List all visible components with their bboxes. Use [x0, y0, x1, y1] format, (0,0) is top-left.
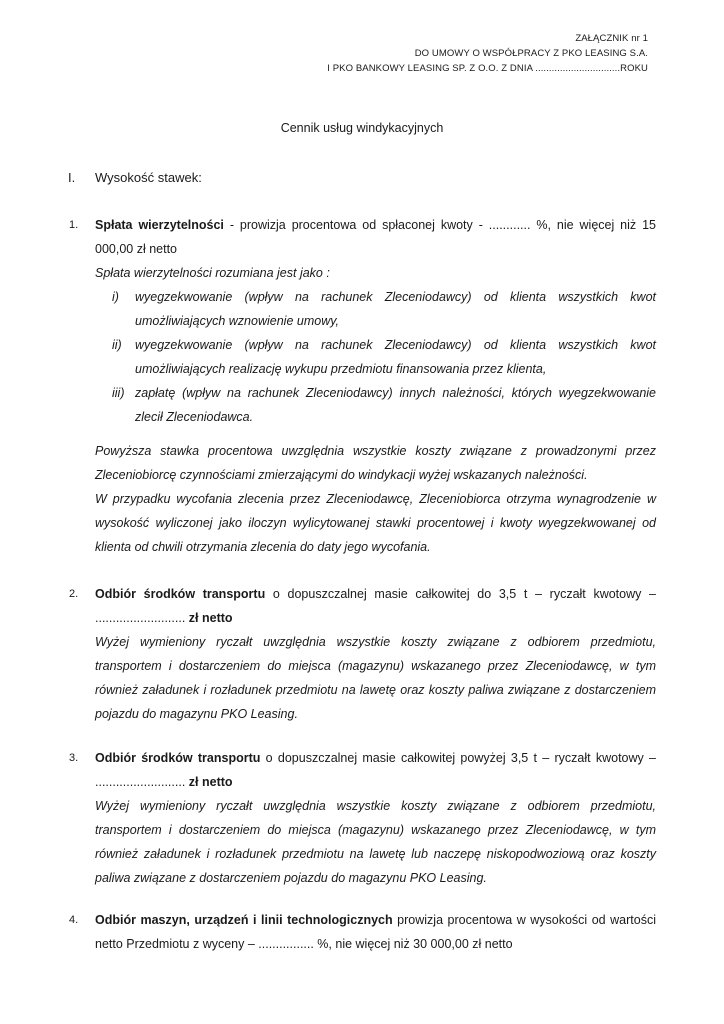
- sub-list-item: [95, 381, 656, 429]
- sub-list-mark: ii): [112, 338, 122, 352]
- item-text: prowizja procentowa w wysokości od wartości netto Przedmiotu z wyceny – ................ %, nie więcej niż 30 000,00 zł netto: [95, 913, 656, 951]
- item-bold-label: Odbiór środków transportu: [95, 587, 266, 601]
- document-title: Cennik usług windykacyjnych: [280, 121, 444, 135]
- item-paragraph: Wyżej wymieniony ryczałt uwzględnia wszystkie koszty związane z odbiorem przedmiotu, transportem i dostarczeniem do miejsca (magazynu) wskazanego przez Zleceniodawcę, w tym również załadunek i rozładunek przedmiotu na lawetę oraz koszty paliwa związane z dostarczeniem pojazdu do magazynu PKO Leasing.: [95, 635, 656, 721]
- list-item: [69, 908, 656, 956]
- item-lead: [95, 908, 656, 956]
- item-intro: Spłata wierzytelności rozumiana jest jako :: [95, 266, 330, 280]
- item-number: 4.: [69, 914, 79, 926]
- item-bold-suffix: zł netto: [188, 775, 233, 789]
- item-paragraph: W przypadku wycofania zlecenia przez Zleceniodawcę, Zleceniobiorca otrzyma wynagrodzenie w wysokość wyliczonej jako iloczyn wylicytowanej stawki procentowej i kwoty wyegzekwowanej od klienta od chwili otrzymania zlecenia do daty jego wycofania.: [95, 492, 656, 554]
- item-text: o dopuszczalnej masie całkowitej do 3,5 t – ryczałt kwotowy – ..........................: [95, 587, 657, 625]
- sub-list-text: wyegzekwowanie (wpływ na rachunek Zleceniodawcy) od klienta wszystkich kwot umożliwiających wznowienie umowy,: [135, 290, 656, 328]
- sub-list-item: [95, 285, 656, 333]
- section-label: Wysokość stawek:: [95, 170, 202, 185]
- sub-list-item: [95, 333, 656, 381]
- header-line-1: ZAŁĄCZNIK nr 1: [575, 33, 648, 44]
- section-number: I.: [68, 170, 76, 185]
- sub-list-text: zapłatę (wpływ na rachunek Zleceniodawcy) innych należności, których wyegzekwowanie zlecił Zleceniodawca.: [135, 386, 656, 424]
- item-lead: [95, 582, 656, 630]
- item-number: 2.: [69, 588, 79, 600]
- item-bold-label: Odbiór maszyn, urządzeń i linii technologicznych: [95, 913, 393, 927]
- attachment-header: [327, 31, 648, 76]
- sub-list-text: wyegzekwowanie (wpływ na rachunek Zleceniodawcy) od klienta wszystkich kwot umożliwiających realizację wykupu przedmiotu finansowania przez klienta,: [135, 338, 656, 376]
- item-lead: [95, 213, 656, 261]
- item-number: 1.: [69, 219, 79, 231]
- header-line-2: DO UMOWY O WSPÓŁPRACY Z PKO LEASING S.A.: [414, 48, 648, 59]
- item-text: - prowizja procentowa od spłaconej kwoty - ............ %, nie więcej niż 15 000,00 zł netto: [95, 218, 656, 256]
- item-lead: [95, 746, 656, 794]
- item-bold-suffix: zł netto: [188, 611, 233, 625]
- item-bold-label: Spłata wierzytelności: [95, 218, 224, 232]
- item-paragraph: Powyższa stawka procentowa uwzględnia wszystkie koszty związane z prowadzonymi przez Zleceniobiorcę czynnościami zmierzającymi do windykacji wyżej wskazanych należności.: [95, 444, 656, 482]
- item-bold-label: Odbiór środków transportu: [95, 751, 261, 765]
- sub-list: [95, 285, 656, 429]
- list-item: [69, 746, 656, 890]
- sub-list-mark: i): [112, 290, 119, 304]
- section-heading: [68, 170, 202, 185]
- sub-list-mark: iii): [112, 386, 125, 400]
- list-item: [69, 582, 656, 726]
- header-line-3: I PKO BANKOWY LEASING SP. Z O.O. Z DNIA ...............................ROKU: [327, 63, 648, 74]
- item-text: o dopuszczalnej masie całkowitej powyżej 3,5 t – ryczałt kwotowy – ..........................: [95, 751, 656, 789]
- item-number: 3.: [69, 752, 79, 764]
- list-item: [69, 213, 656, 559]
- item-paragraph: Wyżej wymieniony ryczałt uwzględnia wszystkie koszty związane z odbiorem przedmiotu, transportem i dostarczeniem do miejsca (magazynu) wskazanego przez Zleceniodawcę, w tym również załadunek i rozładunek przedmiotu na lawetę lub naczepę niskopodwoziową oraz koszty paliwa związane z dostarczeniem pojazdu do magazynu PKO Leasing.: [95, 799, 656, 885]
